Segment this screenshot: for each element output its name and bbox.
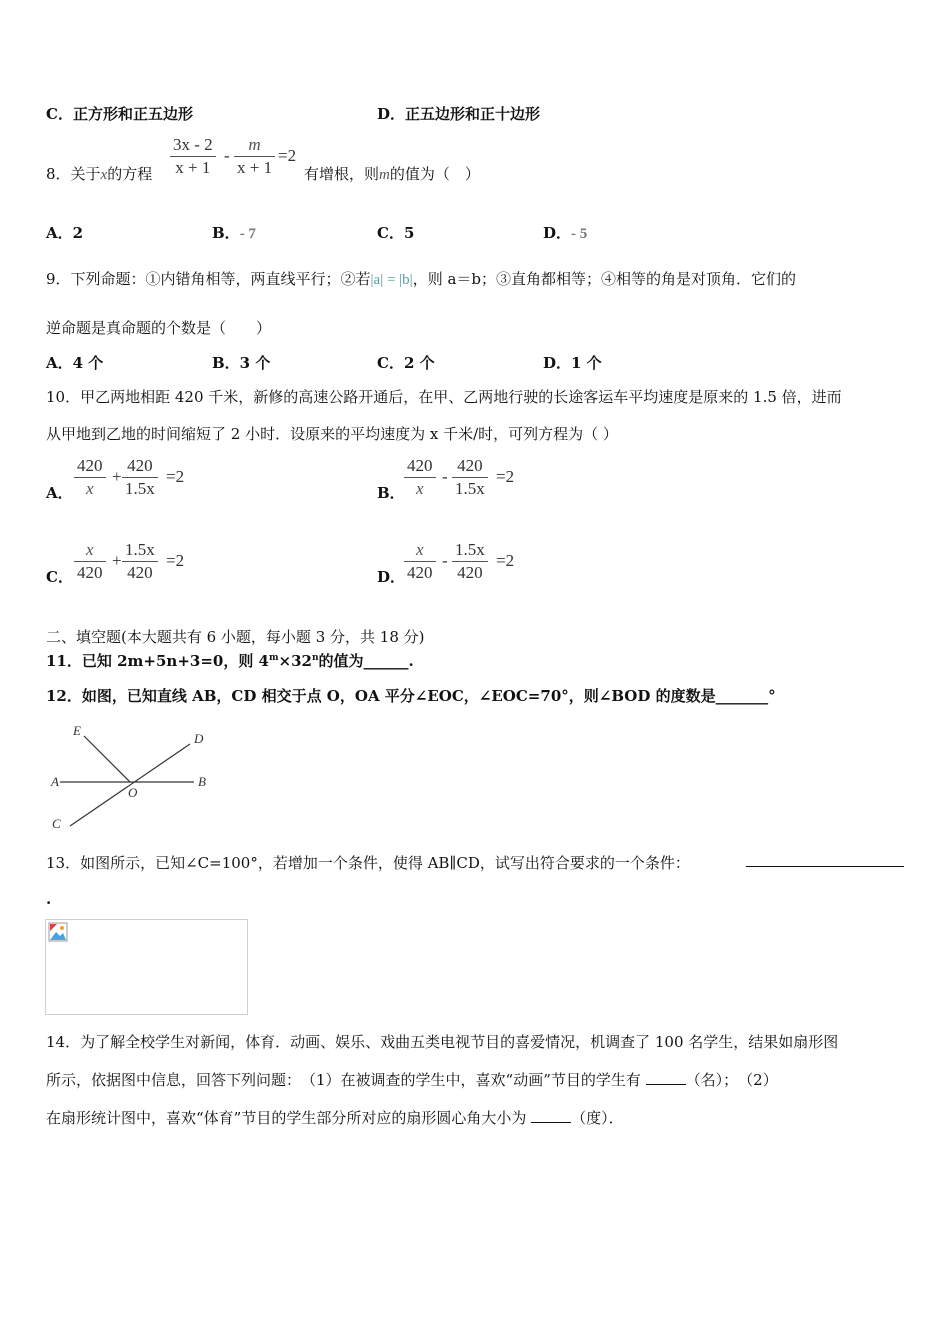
label-c: C [52, 816, 61, 831]
q14-line-2: 所示，依据图中信息，回答下列问题： （1）在被调查的学生中，喜欢“动画”节目的学生有 （名）； （2） [46, 1071, 778, 1089]
q12-figure [44, 718, 224, 838]
q7-option-c: C．正方形和正五边形 [46, 105, 193, 123]
q8-stem-end: 有增根，则m的值为（ ） [304, 165, 480, 183]
q10-b-fraction-2: $\frac{420}{1.5x}$ [452, 455, 488, 500]
q10-line-2: 从甲地到乙地的时间缩短了 2 小时．设原来的平均速度为 x 千米/时，可列方程为（ ） [46, 425, 618, 443]
ray-oe [84, 736, 130, 782]
q13-dot: . [46, 890, 52, 908]
q9-option-a: A．4 个 [46, 354, 104, 372]
q12-stem: 12．如图，已知直线 AB，CD 相交于点 O，OA 平分∠EOC，∠EOC=70°，则∠BOD 的度数是_______° [46, 687, 776, 705]
q10-a-fraction-2: $\frac{420}{1.5x}$ [122, 455, 158, 500]
q10-c-fraction-2: $\frac{1.5x}{420}$ [122, 539, 158, 584]
q8-equals: =2 [278, 146, 297, 165]
q7-option-d: D．正五边形和正十边形 [377, 105, 541, 123]
q12-answer-blank: _______ [715, 687, 769, 705]
q10-option-a: A． [46, 484, 73, 502]
q9-option-d: D．1 个 [543, 354, 602, 372]
section-2-title: 二、填空题(本大题共有 6 小题，每小题 3 分，共 18 分) [46, 628, 425, 646]
q14-line-1: 14．为了解全校学生对新闻，体育．动画、娱乐、戏曲五类电视节目的喜爱情况，机调查了 100 名学生，结果如扇形图 [46, 1033, 839, 1051]
q10-c-plus: + [112, 551, 122, 570]
q10-c-fraction-1: $\frac{x}{420}$ [74, 539, 106, 584]
q10-b-equals: =2 [496, 467, 515, 486]
q13-figure-placeholder [45, 919, 248, 1015]
q10-d-fraction-2: $\frac{1.5x}{420}$ [452, 539, 488, 584]
label-a: A [51, 774, 59, 789]
q8-minus: - [224, 146, 230, 165]
label-b: B [198, 774, 206, 789]
q11-answer-blank: ______ [363, 652, 409, 670]
q8-option-d: D．- 5 [543, 224, 588, 242]
q10-a-equals: =2 [166, 467, 185, 486]
q14-line-3: 在扇形统计图中，喜欢“体育”节目的学生部分所对应的扇形圆心角大小为 （度）． [46, 1109, 624, 1127]
q10-a-plus: + [112, 467, 122, 486]
label-o: O [128, 785, 138, 800]
q8-option-c: C．5 [377, 224, 415, 242]
q9-line-2: 逆命题是真命题的个数是（ ） [46, 319, 272, 337]
q8-option-b: B．- 7 [212, 224, 256, 242]
q9-option-b: B．3 个 [212, 354, 271, 372]
q8-fraction-2: $\frac{m}{x + 1}$ [234, 134, 275, 179]
q10-d-minus: - [442, 551, 448, 570]
q8-stem: 8．关于x的方程 [46, 165, 153, 183]
q8-fraction-1: $\frac{3x - 2}{x + 1}$ [170, 134, 216, 179]
broken-image-icon [48, 922, 68, 942]
q13-stem: 13．如图所示，已知∠C=100°，若增加一个条件，使得 AB∥CD，试写出符合要求的一个条件： [46, 854, 690, 872]
q9-abs-expression: |a| = |b| [370, 272, 413, 288]
q13-answer-blank [746, 866, 904, 867]
q10-b-fraction-1: $\frac{420}{x}$ [404, 455, 436, 500]
q14-answer-blank-1 [646, 1070, 686, 1085]
q10-d-fraction-1: $\frac{x}{420}$ [404, 539, 436, 584]
label-d: D [194, 731, 204, 746]
q14-answer-blank-2 [531, 1108, 571, 1123]
q10-b-minus: - [442, 467, 448, 486]
label-e: E [73, 723, 81, 738]
q10-a-fraction-1: $\frac{420}{x}$ [74, 455, 106, 500]
q9-option-c: C．2 个 [377, 354, 435, 372]
q8-option-a: A．2 [46, 224, 84, 242]
q10-d-equals: =2 [496, 551, 515, 570]
q10-option-d: D． [377, 568, 406, 586]
q10-option-c: C． [46, 568, 73, 586]
q9-line-1: 9．下列命题：①内错角相等，两直线平行；②若|a| = |b|，则 a＝b；③直角都相等；④相等的角是对顶角．它们的 [46, 270, 797, 288]
q10-c-equals: =2 [166, 551, 185, 570]
q10-line-1: 10．甲乙两地相距 420 千米，新修的高速公路开通后，在甲、乙两地行驶的长途客运车平均速度是原来的 1.5 倍，进而 [46, 388, 842, 406]
q11-stem: 11．已知 2m+5n+3=0，则 $4^m\times 32^n$的值为______. [46, 652, 414, 670]
q10-option-b: B． [377, 484, 405, 502]
